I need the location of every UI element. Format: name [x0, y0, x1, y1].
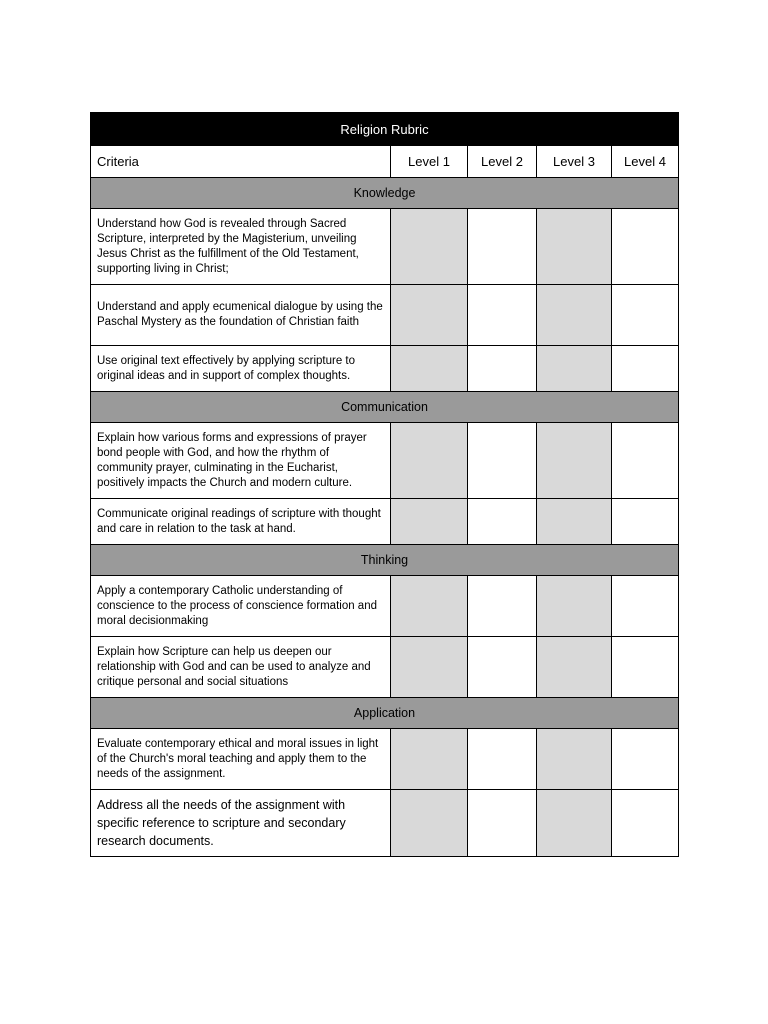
rubric-title: Religion Rubric	[91, 113, 679, 146]
criterion-row	[91, 637, 679, 698]
level-4-cell[interactable]	[612, 637, 679, 698]
criterion-text: Explain how various forms and expressions of prayer bond people with God, and how the rhythm of community prayer, culminating in the Eucharist, positively impacts the Church and modern culture.	[91, 423, 391, 499]
criterion-text: Address all the needs of the assignment with specific reference to scripture and secondary research documents.	[91, 790, 391, 857]
section-title: Knowledge	[91, 178, 679, 209]
level-3-cell[interactable]	[537, 423, 612, 499]
level-1-header: Level 1	[391, 146, 468, 178]
level-1-cell[interactable]	[391, 637, 468, 698]
criterion-text: Communicate original readings of scripture with thought and care in relation to the task at hand.	[91, 499, 391, 545]
criterion-row	[91, 209, 679, 285]
criterion-row	[91, 790, 679, 857]
criterion-row	[91, 285, 679, 346]
section-title: Application	[91, 698, 679, 729]
level-1-cell[interactable]	[391, 729, 468, 790]
criterion-text: Explain how Scripture can help us deepen our relationship with God and can be used to analyze and critique personal and social situations	[91, 637, 391, 698]
level-2-cell[interactable]	[468, 729, 537, 790]
level-3-cell[interactable]	[537, 499, 612, 545]
criterion-row	[91, 423, 679, 499]
section-communication	[91, 392, 679, 423]
level-4-cell[interactable]	[612, 423, 679, 499]
level-4-header: Level 4	[612, 146, 679, 178]
level-2-cell[interactable]	[468, 285, 537, 346]
level-2-cell[interactable]	[468, 790, 537, 857]
level-1-cell[interactable]	[391, 790, 468, 857]
header-row	[91, 146, 679, 178]
level-3-cell[interactable]	[537, 209, 612, 285]
level-3-header: Level 3	[537, 146, 612, 178]
section-knowledge	[91, 178, 679, 209]
level-4-cell[interactable]	[612, 790, 679, 857]
criterion-row	[91, 499, 679, 545]
level-2-header: Level 2	[468, 146, 537, 178]
level-3-cell[interactable]	[537, 637, 612, 698]
level-4-cell[interactable]	[612, 499, 679, 545]
level-3-cell[interactable]	[537, 346, 612, 392]
criterion-row	[91, 576, 679, 637]
title-row	[91, 113, 679, 146]
level-4-cell[interactable]	[612, 346, 679, 392]
level-3-cell[interactable]	[537, 790, 612, 857]
section-thinking	[91, 545, 679, 576]
level-2-cell[interactable]	[468, 423, 537, 499]
criterion-text: Use original text effectively by applying scripture to original ideas and in support of complex thoughts.	[91, 346, 391, 392]
level-2-cell[interactable]	[468, 499, 537, 545]
section-application	[91, 698, 679, 729]
level-4-cell[interactable]	[612, 209, 679, 285]
criterion-text: Apply a contemporary Catholic understanding of conscience to the process of conscience formation and moral decisionmaking	[91, 576, 391, 637]
level-3-cell[interactable]	[537, 576, 612, 637]
criterion-text: Understand how God is revealed through Sacred Scripture, interpreted by the Magisterium, unveiling Jesus Christ as the fulfillment of the Old Testament, supporting living in Christ;	[91, 209, 391, 285]
level-4-cell[interactable]	[612, 576, 679, 637]
level-2-cell[interactable]	[468, 576, 537, 637]
level-4-cell[interactable]	[612, 729, 679, 790]
level-2-cell[interactable]	[468, 209, 537, 285]
level-1-cell[interactable]	[391, 576, 468, 637]
level-3-cell[interactable]	[537, 729, 612, 790]
level-1-cell[interactable]	[391, 423, 468, 499]
level-1-cell[interactable]	[391, 499, 468, 545]
section-title: Communication	[91, 392, 679, 423]
level-1-cell[interactable]	[391, 209, 468, 285]
section-title: Thinking	[91, 545, 679, 576]
level-4-cell[interactable]	[612, 285, 679, 346]
criterion-row	[91, 346, 679, 392]
level-3-cell[interactable]	[537, 285, 612, 346]
level-2-cell[interactable]	[468, 346, 537, 392]
criterion-row	[91, 729, 679, 790]
criteria-header: Criteria	[91, 146, 391, 178]
level-1-cell[interactable]	[391, 346, 468, 392]
criterion-text: Evaluate contemporary ethical and moral issues in light of the Church's moral teaching and apply them to the needs of the assignment.	[91, 729, 391, 790]
level-1-cell[interactable]	[391, 285, 468, 346]
level-2-cell[interactable]	[468, 637, 537, 698]
criterion-text: Understand and apply ecumenical dialogue by using the Paschal Mystery as the foundation of Christian faith	[91, 285, 391, 346]
rubric-table	[90, 112, 679, 857]
